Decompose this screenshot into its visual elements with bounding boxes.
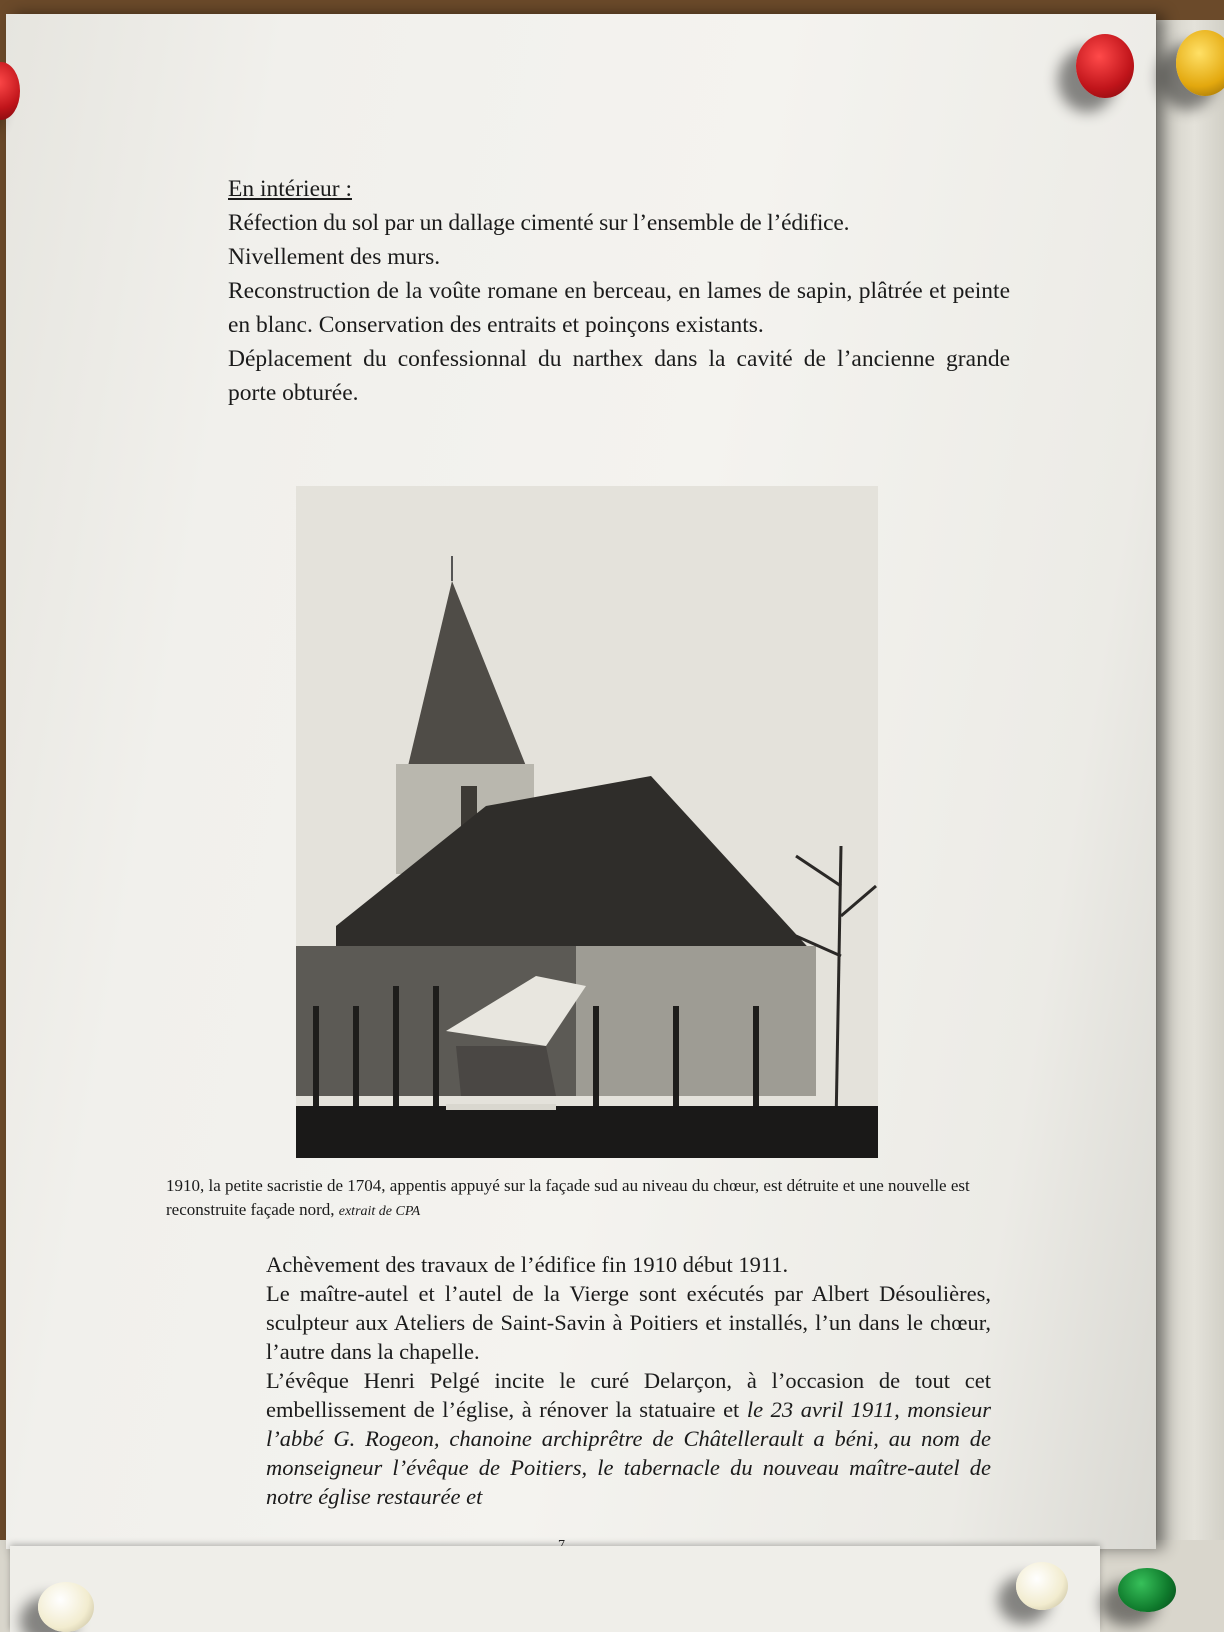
cream-pushpin-icon bbox=[38, 1582, 94, 1632]
bishop-text: L’évêque Henri Pelgé incite le curé Delarçon, à l’occasion de tout cet embellissement de l’église, à rénover la statuaire et bbox=[266, 1368, 991, 1422]
blessing-text: le 23 avril 1911, monsieur l’abbé G. Rogeon, chanoine archiprêtre de Châtellerault a béni, au nom de monseigneur l’évêque de Poitiers, le tabernacle du nouveau maître-autel de notre église restaurée et bbox=[266, 1397, 992, 1509]
completion-section bbox=[266, 1250, 991, 1511]
green-pushpin-icon bbox=[1118, 1568, 1176, 1612]
adjacent-sheet bbox=[1150, 20, 1224, 1632]
photo-caption bbox=[166, 1174, 1009, 1224]
cream-pushpin-icon bbox=[1016, 1562, 1068, 1610]
red-pushpin-icon bbox=[1076, 34, 1134, 98]
caption-text: 1910, la petite sacristie de 1704, appentis appuyé sur la façade sud au niveau du chœur, est détruite et une nouvelle est reconstruite façade nord, bbox=[166, 1176, 970, 1219]
document-page bbox=[6, 14, 1156, 1549]
paragraph-walls: Nivellement des murs. bbox=[228, 244, 441, 270]
interior-section bbox=[228, 172, 1010, 410]
paragraph-vault: Reconstruction de la voûte romane en berceau, en lames de sapin, plâtrée et peinte en blanc. Conservation des entraits et poinçons existants. bbox=[228, 278, 1010, 338]
caption-source: extrait de CPA bbox=[338, 1204, 421, 1219]
church-photo bbox=[296, 486, 878, 1158]
lower-sheet bbox=[10, 1546, 1100, 1632]
paragraph-altars: Le maître-autel et l’autel de la Vierge sont exécutés par Albert Désoulières, sculpteur aux Ateliers de Saint-Savin à Poitiers et installés, l’un dans le chœur, l’autre dans la chapelle. bbox=[266, 1281, 991, 1364]
paragraph-floor: Réfection du sol par un dallage cimenté sur l’ensemble de l’édifice. bbox=[228, 210, 850, 236]
section-heading: En intérieur : bbox=[228, 176, 352, 202]
paragraph-completion: Achèvement des travaux de l’édifice fin 1910 début 1911. bbox=[266, 1252, 789, 1277]
paragraph-confessional: Déplacement du confessionnal du narthex dans la cavité de l’ancienne grande porte obturée. bbox=[228, 346, 1010, 406]
paragraph-bishop bbox=[266, 1366, 991, 1511]
church-illustration bbox=[296, 486, 878, 1158]
